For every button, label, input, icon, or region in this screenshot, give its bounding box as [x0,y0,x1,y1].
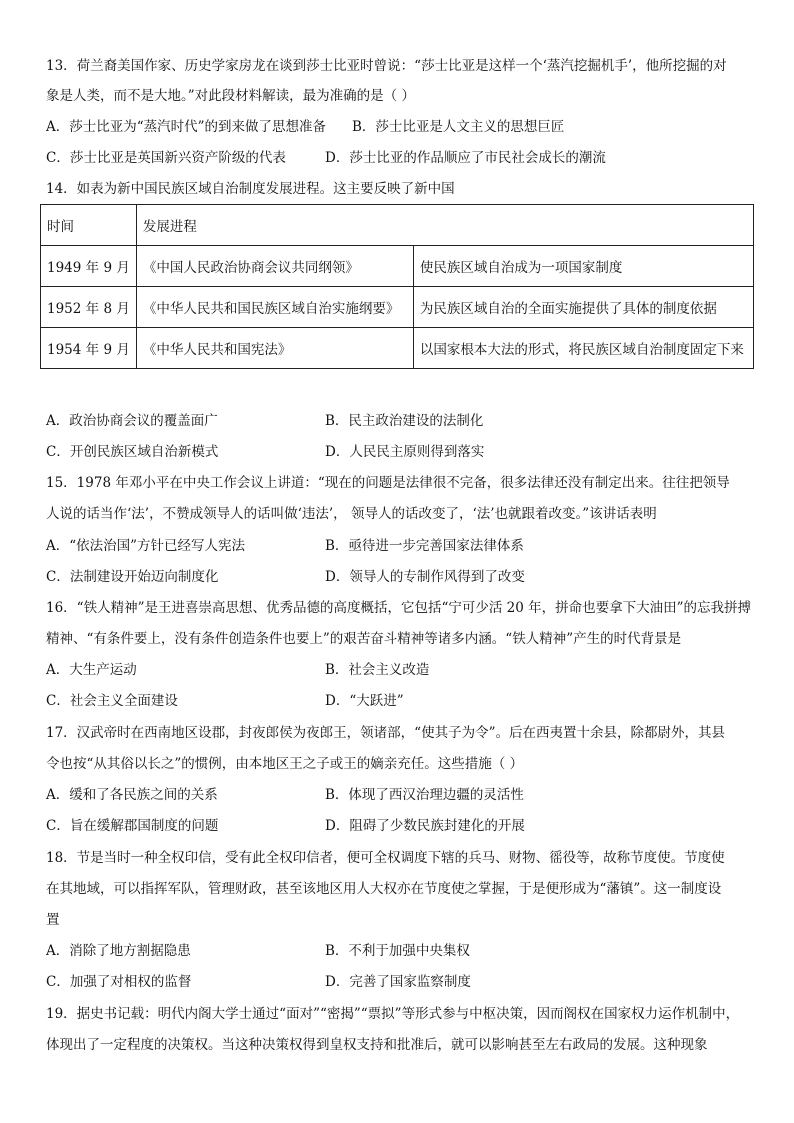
q16-stem-line2: 精神、“有条件要上，没有条件创造条件也要上”的艰苦奋斗精神等诸多内涵。“铁人精神”产生的时代背景是 [46,631,682,647]
q16-option-c: C．社会主义全面建设 [46,693,178,709]
q13-option-b: B．莎士比亚是人文主义的思想巨匠 [352,119,565,135]
q19-stem-line2: 体现出了一定程度的决策权。当这种决策权得到皇权支持和批准后，就可以影响甚至左右政局的发展。这种现象 [46,1037,708,1053]
q13-option-d: D．莎士比亚的作品顺应了市民社会成长的潮流 [325,150,606,166]
q14-stem: 14．如表为新中国民族区域自治制度发展进程。这主要反映了新中国 [46,181,455,197]
q13-stem-line1: 13．荷兰裔美国作家、历史学家房龙在谈到莎士比亚时曾说：“莎士比亚是这样一个‘蒸汽挖掘机手’，他所挖掘的对 [46,58,727,74]
q17-option-a: A．缓和了各民族之间的关系 [46,787,218,803]
q17-option-b: B．体现了西汉治理边疆的灵活性 [325,787,524,803]
q16-option-b: B．社会主义改造 [325,662,430,678]
table-header-time: 时间 [41,205,137,246]
q14-option-c: C．开创民族区域自治新模式 [46,444,219,460]
q14-option-d: D．人民民主原则得到落实 [325,444,485,460]
table-cell-date: 1954 年 9 月 [41,328,137,369]
table-row [41,287,754,328]
table-cell-effect: 为民族区域自治的全面实施提供了具体的制度依据 [413,287,753,328]
q15-stem-line2: 人说的话当作‘法’，不赞成领导人的话叫做‘违法’， 领导人的话改变了，‘法’也就跟着改变。”该讲话表明 [46,506,657,522]
table-row [41,328,754,369]
table-cell-document: 《中华人民共和国宪法》 [136,328,413,369]
table-cell-effect: 以国家根本大法的形式，将民族区域自治制度固定下来 [413,328,753,369]
table-cell-date: 1949 年 9 月 [41,246,137,287]
table-cell-document: 《中国人民政治协商会议共同纲领》 [136,246,413,287]
q15-option-c: C．法制建设开始迈向制度化 [46,569,219,585]
q13-option-a: A．莎士比亚为“蒸汽时代”的到来做了思想准备 [46,119,327,135]
q18-option-d: D．完善了国家监察制度 [325,974,471,990]
q18-option-b: B．不利于加强中央集权 [325,943,470,959]
q14-option-a: A．政治协商会议的覆盖面广 [46,413,218,429]
table-cell-date: 1952 年 8 月 [41,287,137,328]
q19-stem-line1: 19．据史书记载：明代内阁大学士通过“面对”“密揭”“票拟”等形式参与中枢决策，因而阁权在国家权力运作机制中， [46,1006,740,1022]
table-row [41,246,754,287]
q18-option-a: A．消除了地方割据隐患 [46,943,191,959]
q15-stem-line1: 15．1978 年邓小平在中央工作会议上讲道：“现在的问题是法律很不完备，很多法律还没有制定出来。往往把领导 [46,475,730,491]
q14-table [40,204,754,369]
q18-option-c: C．加强了对相权的监督 [46,974,192,990]
q18-stem-line1: 18．节是当时一种全权印信，受有此全权印信者，便可全权调度下辖的兵马、财物、徭役等，故称节度使。节度使 [46,850,725,866]
q17-stem-line2: 令也按“从其俗以长之”的惯例，由本地区王之子或王的嫡亲充任。这些措施（ ） [46,756,524,772]
q15-option-a: A．“依法治国”方针已经写人宪法 [46,538,246,554]
q15-option-d: D．领导人的专制作风得到了改变 [325,569,525,585]
q18-stem-line2: 在其地域，可以指挥军队，管理财政，甚至该地区用人大权亦在节度使之掌握，于是便形成为“藩镇”。这一制度设 [46,881,722,897]
q17-option-c: C．旨在缓解郡国制度的问题 [46,818,219,834]
q17-stem-line1: 17．汉武帝时在西南地区设郡，封夜郎侯为夜郎王，领诸部，“使其子为令”。后在西夷置十余县，除都尉外，其县 [46,725,725,741]
q16-option-a: A．大生产运动 [46,662,137,678]
q17-option-d: D．阻碍了少数民族封建化的开展 [325,818,525,834]
q15-option-b: B．亟待进一步完善国家法律体系 [325,538,524,554]
q13-stem-line2: 象是人类，而不是大地。”对此段材料解读，最为准确的是（ ） [46,88,415,104]
table-header-row [41,205,754,246]
table-header-progress: 发展进程 [136,205,753,246]
q18-stem-line3: 置 [46,912,60,928]
q16-stem-line1: 16．“铁人精神”是王进喜崇高思想、优秀品德的高度概括，它包括“宁可少活 20 年，拼命也要拿下大油田”的忘我拼搏 [46,600,752,616]
q13-option-c: C．莎士比亚是英国新兴资产阶级的代表 [46,150,286,166]
q14-option-b: B．民主政治建设的法制化 [325,413,484,429]
table-cell-effect: 使民族区域自治成为一项国家制度 [413,246,753,287]
q16-option-d: D．“大跃进” [325,693,404,709]
table-cell-document: 《中华人民共和国民族区域自治实施纲要》 [136,287,413,328]
